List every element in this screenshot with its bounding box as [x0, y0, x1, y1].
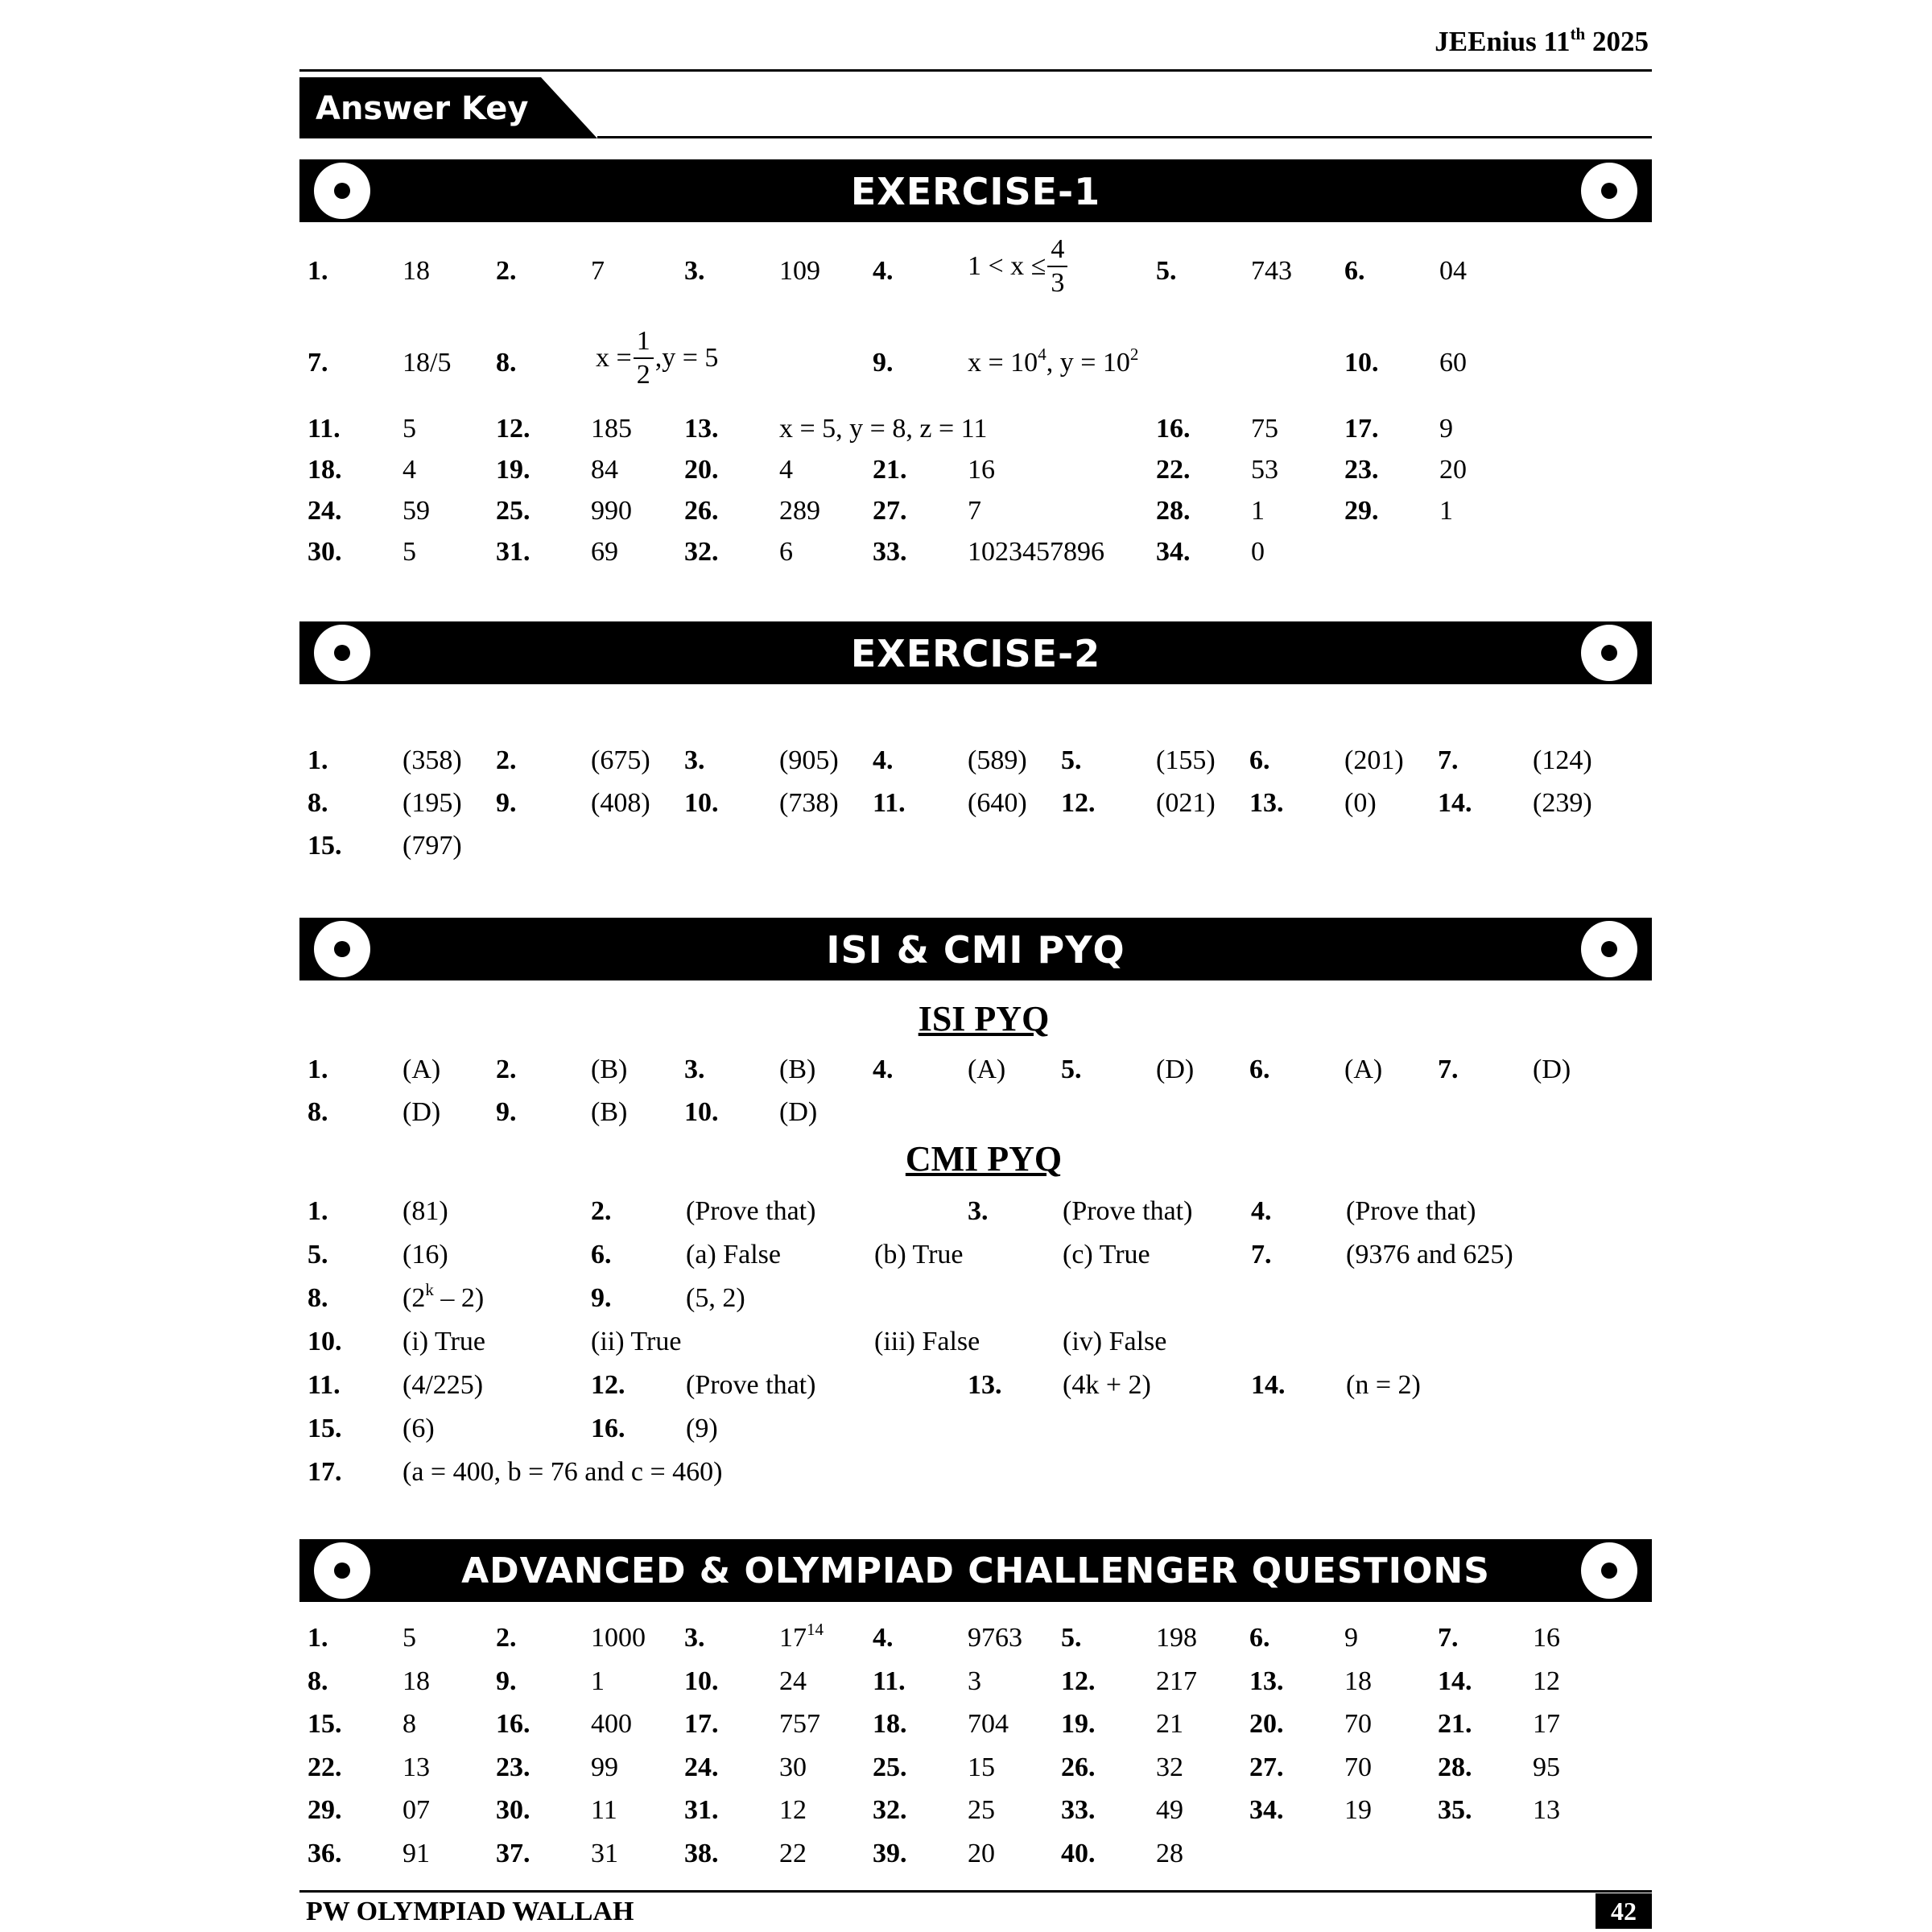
answer-value: 99	[591, 1752, 618, 1782]
answer-value: 16	[1533, 1623, 1560, 1653]
question-number: 14.	[1438, 788, 1472, 818]
answer-value: (n = 2)	[1346, 1370, 1421, 1400]
answer-value: 4	[402, 455, 416, 485]
answer-value: (D)	[779, 1097, 818, 1127]
answer-value: 8	[402, 1709, 416, 1740]
question-number: 7.	[308, 348, 328, 378]
question-number: 17.	[308, 1457, 342, 1487]
answer-value: 04	[1439, 256, 1467, 286]
answer-value: 70	[1344, 1752, 1372, 1782]
question-number: 26.	[684, 496, 719, 526]
question-number: 5.	[1061, 1623, 1082, 1653]
question-number: 30.	[496, 1795, 530, 1826]
question-number: 27.	[1249, 1752, 1284, 1782]
question-number: 7.	[1438, 1055, 1459, 1084]
question-number: 10.	[684, 1097, 719, 1127]
answer-value: (797)	[402, 831, 462, 861]
answer-value: 30	[779, 1752, 807, 1782]
answer-value: 49	[1156, 1795, 1183, 1826]
answer-value: (0)	[1344, 788, 1377, 818]
answer-value: 91	[402, 1839, 430, 1868]
question-number: 12.	[1061, 788, 1096, 818]
answer-value: 704	[968, 1709, 1009, 1740]
question-number: 14.	[1438, 1666, 1472, 1696]
question-number: 4.	[873, 745, 894, 775]
question-number: 23.	[496, 1752, 530, 1782]
question-number: 11.	[308, 414, 341, 444]
answer-value: 743	[1251, 256, 1292, 286]
question-number: 8.	[308, 1097, 328, 1127]
question-number: 8.	[308, 788, 328, 818]
answer-value: 217	[1156, 1666, 1197, 1696]
answer-value: 18	[402, 256, 430, 286]
answer-expression: x = $\frac{1}{2}$ ,y = 5	[596, 326, 719, 390]
question-number: 6.	[1344, 256, 1365, 286]
answer-value: (A)	[402, 1055, 441, 1084]
answer-value: (239)	[1533, 788, 1592, 818]
question-number: 5.	[1061, 1055, 1082, 1084]
ring-icon	[1581, 163, 1637, 219]
answer-value: 9	[1344, 1623, 1358, 1653]
question-number: 2.	[496, 745, 517, 775]
question-number: 8.	[308, 1666, 328, 1696]
answer-value: (B)	[779, 1055, 816, 1084]
answer-value: 16	[968, 455, 995, 485]
answer-value: 25	[968, 1795, 995, 1826]
question-number: 36.	[308, 1839, 342, 1868]
question-number: 31.	[684, 1795, 719, 1826]
answer-value: 28	[1156, 1839, 1183, 1868]
exercise-2-banner	[299, 621, 1652, 684]
answer-value: (5, 2)	[686, 1283, 745, 1313]
question-number: 6.	[1249, 745, 1270, 775]
question-number: 24.	[684, 1752, 719, 1782]
answer-value: 1000	[591, 1623, 646, 1653]
answer-value: (A)	[1344, 1055, 1383, 1084]
question-number: 5.	[308, 1240, 328, 1269]
answer-value: 24	[779, 1666, 807, 1696]
ring-icon	[1581, 1542, 1637, 1599]
question-number: 20.	[1249, 1709, 1284, 1740]
question-number: 8.	[496, 348, 517, 378]
answer-value: 21	[1156, 1709, 1183, 1740]
answer-value: 5	[402, 1623, 416, 1653]
answer-value: 7	[968, 496, 981, 526]
answer-value: 7	[591, 256, 605, 286]
question-number: 13.	[1249, 788, 1284, 818]
answer-value: 757	[779, 1709, 820, 1740]
isi-cmi-title: ISI & CMI PYQ	[826, 928, 1125, 972]
question-number: 15.	[308, 831, 342, 861]
answer-value: (ii) True	[591, 1327, 682, 1356]
isi-pyq-heading: ISI PYQ	[918, 999, 1050, 1038]
answer-value: (905)	[779, 745, 839, 775]
answer-value: 31	[591, 1839, 618, 1868]
question-number: 11.	[873, 788, 906, 818]
header-divider	[299, 69, 1652, 72]
answer-value: (155)	[1156, 745, 1216, 775]
answer-value: (021)	[1156, 788, 1216, 818]
exercise-1-banner	[299, 159, 1652, 222]
answer-value: 109	[779, 256, 820, 286]
answer-value: (B)	[591, 1055, 628, 1084]
question-number: 1.	[308, 1196, 328, 1226]
answer-value: 3	[968, 1666, 981, 1696]
question-number: 7.	[1251, 1240, 1272, 1269]
cmi-pyq-heading: CMI PYQ	[905, 1139, 1063, 1179]
answer-value: (a = 400, b = 76 and c = 460)	[402, 1457, 723, 1487]
advanced-title: ADVANCED & OLYMPIAD CHALLENGER QUESTIONS	[461, 1550, 1490, 1591]
question-number: 18.	[308, 455, 342, 485]
answer-value: (Prove that)	[1063, 1196, 1193, 1226]
question-number: 3.	[684, 1623, 705, 1653]
answer-value: 198	[1156, 1623, 1197, 1653]
question-number: 31.	[496, 537, 530, 567]
question-number: 3.	[684, 256, 705, 286]
question-number: 17.	[1344, 414, 1379, 444]
answer-value: 13	[402, 1752, 430, 1782]
question-number: 21.	[1438, 1709, 1472, 1740]
answer-value: 07	[402, 1795, 430, 1826]
answer-value: 53	[1251, 455, 1278, 485]
question-number: 32.	[873, 1795, 907, 1826]
question-number: 3.	[684, 745, 705, 775]
question-number: 10.	[684, 788, 719, 818]
answer-value: 18	[402, 1666, 430, 1696]
answer-value: (D)	[1533, 1055, 1571, 1084]
question-number: 9.	[591, 1283, 612, 1313]
question-number: 34.	[1156, 537, 1191, 567]
question-number: 39.	[873, 1839, 907, 1868]
answer-value: (B)	[591, 1097, 628, 1127]
question-number: 13.	[968, 1370, 1002, 1400]
question-number: 37.	[496, 1839, 530, 1868]
answer-value: (81)	[402, 1196, 448, 1226]
question-number: 2.	[591, 1196, 612, 1226]
question-number: 9.	[496, 1666, 517, 1696]
question-number: 10.	[308, 1327, 342, 1356]
question-number: 16.	[591, 1414, 625, 1443]
question-number: 40.	[1061, 1839, 1096, 1868]
answer-value: 17	[1533, 1709, 1560, 1740]
answer-power: $17^{14}$	[779, 1620, 824, 1653]
answer-value: (675)	[591, 745, 650, 775]
question-number: 26.	[1061, 1752, 1096, 1782]
answer-value: 60	[1439, 348, 1467, 378]
question-number: 22.	[1156, 455, 1191, 485]
question-number: 23.	[1344, 455, 1379, 485]
answer-value: 95	[1533, 1752, 1560, 1782]
answer-value: 5	[402, 537, 416, 567]
question-number: 15.	[308, 1709, 342, 1740]
answer-value: 19	[1344, 1795, 1372, 1826]
question-number: 1.	[308, 1055, 328, 1084]
answer-value: 0	[1251, 537, 1265, 567]
question-number: 28.	[1438, 1752, 1472, 1782]
question-number: 4.	[873, 1055, 894, 1084]
answer-value: 289	[779, 496, 820, 526]
answer-value: 1023457896	[968, 537, 1104, 567]
question-number: 30.	[308, 537, 342, 567]
answer-value: 990	[591, 496, 632, 526]
answer-value: (D)	[402, 1097, 441, 1127]
question-number: 24.	[308, 496, 342, 526]
answer-value: 12	[1533, 1666, 1560, 1696]
answer-value: (358)	[402, 745, 462, 775]
answer-value: (6)	[402, 1414, 435, 1443]
answer-value: 75	[1251, 414, 1278, 444]
question-number: 4.	[873, 256, 894, 286]
answer-value: (124)	[1533, 745, 1592, 775]
question-number: 25.	[873, 1752, 907, 1782]
answer-value: (738)	[779, 788, 839, 818]
question-number: 7.	[1438, 1623, 1459, 1653]
question-number: 12.	[1061, 1666, 1096, 1696]
answer-value: 18/5	[402, 348, 452, 378]
footer-divider	[299, 1890, 1652, 1893]
question-number: 5.	[1061, 745, 1082, 775]
answer-value: 12	[779, 1795, 807, 1826]
page-header-title: JEEnius 11th 2025	[1435, 24, 1649, 57]
answer-value: (iii) False	[874, 1327, 980, 1356]
answer-value: 5	[402, 414, 416, 444]
answer-value: (a) False	[686, 1240, 782, 1269]
exercise-2-title: EXERCISE-2	[850, 632, 1101, 675]
footer-publisher: PW OLYMPIAD WALLAH	[306, 1897, 634, 1926]
answer-value: 59	[402, 496, 430, 526]
answer-value: (16)	[402, 1240, 448, 1269]
question-number: 6.	[1249, 1055, 1270, 1084]
question-number: 19.	[1061, 1709, 1096, 1740]
answer-value: (4k + 2)	[1063, 1370, 1151, 1400]
question-number: 6.	[591, 1240, 612, 1269]
question-number: 11.	[308, 1370, 341, 1400]
isi-cmi-banner	[299, 918, 1652, 980]
answer-value: (589)	[968, 745, 1027, 775]
question-number: 20.	[684, 455, 719, 485]
question-number: 1.	[308, 256, 328, 286]
question-number: 11.	[873, 1666, 906, 1696]
answer-inequality: 1 < x ≤ $\frac{4}{3}$	[968, 233, 1069, 299]
question-number: 9.	[873, 348, 894, 378]
answer-value: 18	[1344, 1666, 1372, 1696]
question-number: 16.	[496, 1709, 530, 1740]
advanced-banner	[299, 1539, 1652, 1602]
answer-value: 13	[1533, 1795, 1560, 1826]
exercise-1-title: EXERCISE-1	[850, 170, 1101, 213]
answer-value: (D)	[1156, 1055, 1195, 1084]
answer-value: (c) True	[1063, 1240, 1150, 1269]
answer-value: (408)	[591, 788, 650, 818]
answer-value: (4/225)	[402, 1370, 484, 1400]
question-number: 33.	[873, 537, 907, 567]
question-number: 17.	[684, 1709, 719, 1740]
question-number: 6.	[1249, 1623, 1270, 1653]
question-number: 9.	[496, 788, 517, 818]
question-number: 28.	[1156, 496, 1191, 526]
answer-value: 9	[1439, 414, 1453, 444]
question-number: 13.	[1249, 1666, 1284, 1696]
answer-value: 400	[591, 1709, 632, 1740]
answer-value: 70	[1344, 1709, 1372, 1740]
question-number: 32.	[684, 537, 719, 567]
question-number: 25.	[496, 496, 530, 526]
answer-key-underline	[597, 136, 1652, 138]
answer-value: (640)	[968, 788, 1027, 818]
answer-value: 20	[1439, 455, 1467, 485]
answer-value: (Prove that)	[686, 1196, 816, 1226]
question-number: 3.	[968, 1196, 989, 1226]
question-number: 29.	[308, 1795, 342, 1826]
question-number: 8.	[308, 1283, 328, 1313]
answer-value: (iv) False	[1063, 1327, 1167, 1356]
page-number: 42	[1596, 1893, 1652, 1929]
question-number: 5.	[1156, 256, 1177, 286]
question-number: 10.	[684, 1666, 719, 1696]
answer-value: (i) True	[402, 1327, 485, 1356]
question-number: 4.	[1251, 1196, 1272, 1226]
question-number: 33.	[1061, 1795, 1096, 1826]
question-number: 9.	[496, 1097, 517, 1127]
question-number: 35.	[1438, 1795, 1472, 1826]
question-number: 2.	[496, 1623, 517, 1653]
answer-value: 22	[779, 1839, 807, 1868]
answer-value: 185	[591, 414, 632, 444]
answer-value: 6	[779, 537, 793, 567]
question-number: 7.	[1438, 745, 1459, 775]
answer-value: 15	[968, 1752, 995, 1782]
answer-value: (9)	[686, 1414, 718, 1443]
answer-value: 9763	[968, 1623, 1022, 1653]
answer-value: (Prove that)	[686, 1370, 816, 1400]
answer-value: (195)	[402, 788, 462, 818]
question-number: 14.	[1251, 1370, 1286, 1400]
question-number: 4.	[873, 1623, 894, 1653]
question-number: 27.	[873, 496, 907, 526]
question-number: 1.	[308, 745, 328, 775]
question-number: 12.	[496, 414, 530, 444]
answer-value: (9376 and 625)	[1346, 1240, 1513, 1269]
answer-value: (Prove that)	[1346, 1196, 1476, 1226]
question-number: 16.	[1156, 414, 1191, 444]
answer-value: 84	[591, 455, 618, 485]
question-number: 1.	[308, 1623, 328, 1653]
question-number: 2.	[496, 1055, 517, 1084]
question-number: 29.	[1344, 496, 1379, 526]
question-number: 13.	[684, 414, 719, 444]
answer-value: 20	[968, 1839, 995, 1868]
question-number: 2.	[496, 256, 517, 286]
question-number: 19.	[496, 455, 530, 485]
answer-value: (201)	[1344, 745, 1404, 775]
ring-icon	[1581, 921, 1637, 977]
answer-key-label: Answer Key	[316, 90, 529, 127]
answer-value: (b) True	[874, 1240, 964, 1269]
question-number: 10.	[1344, 348, 1379, 378]
question-number: 12.	[591, 1370, 625, 1400]
answer-value: x = 5, y = 8, z = 11	[779, 414, 988, 444]
ring-icon	[1581, 625, 1637, 681]
question-number: 18.	[873, 1709, 907, 1740]
question-number: 34.	[1249, 1795, 1284, 1826]
answer-value: 11	[591, 1795, 617, 1826]
answer-value: 4	[779, 455, 793, 485]
answer-value: (2$^k$ – 2)	[402, 1280, 485, 1313]
question-number: 21.	[873, 455, 907, 485]
question-number: 3.	[684, 1055, 705, 1084]
question-number: 38.	[684, 1839, 719, 1868]
answer-value: (A)	[968, 1055, 1006, 1084]
question-number: 22.	[308, 1752, 342, 1782]
question-number: 15.	[308, 1414, 342, 1443]
answer-value: 1	[1439, 496, 1453, 526]
answer-value: 32	[1156, 1752, 1183, 1782]
answer-expression: $x = 10^4$, $y = 10^2$	[968, 345, 1139, 378]
answer-value: 1	[591, 1666, 605, 1696]
answer-value: 1	[1251, 496, 1265, 526]
answer-value: 69	[591, 537, 618, 567]
